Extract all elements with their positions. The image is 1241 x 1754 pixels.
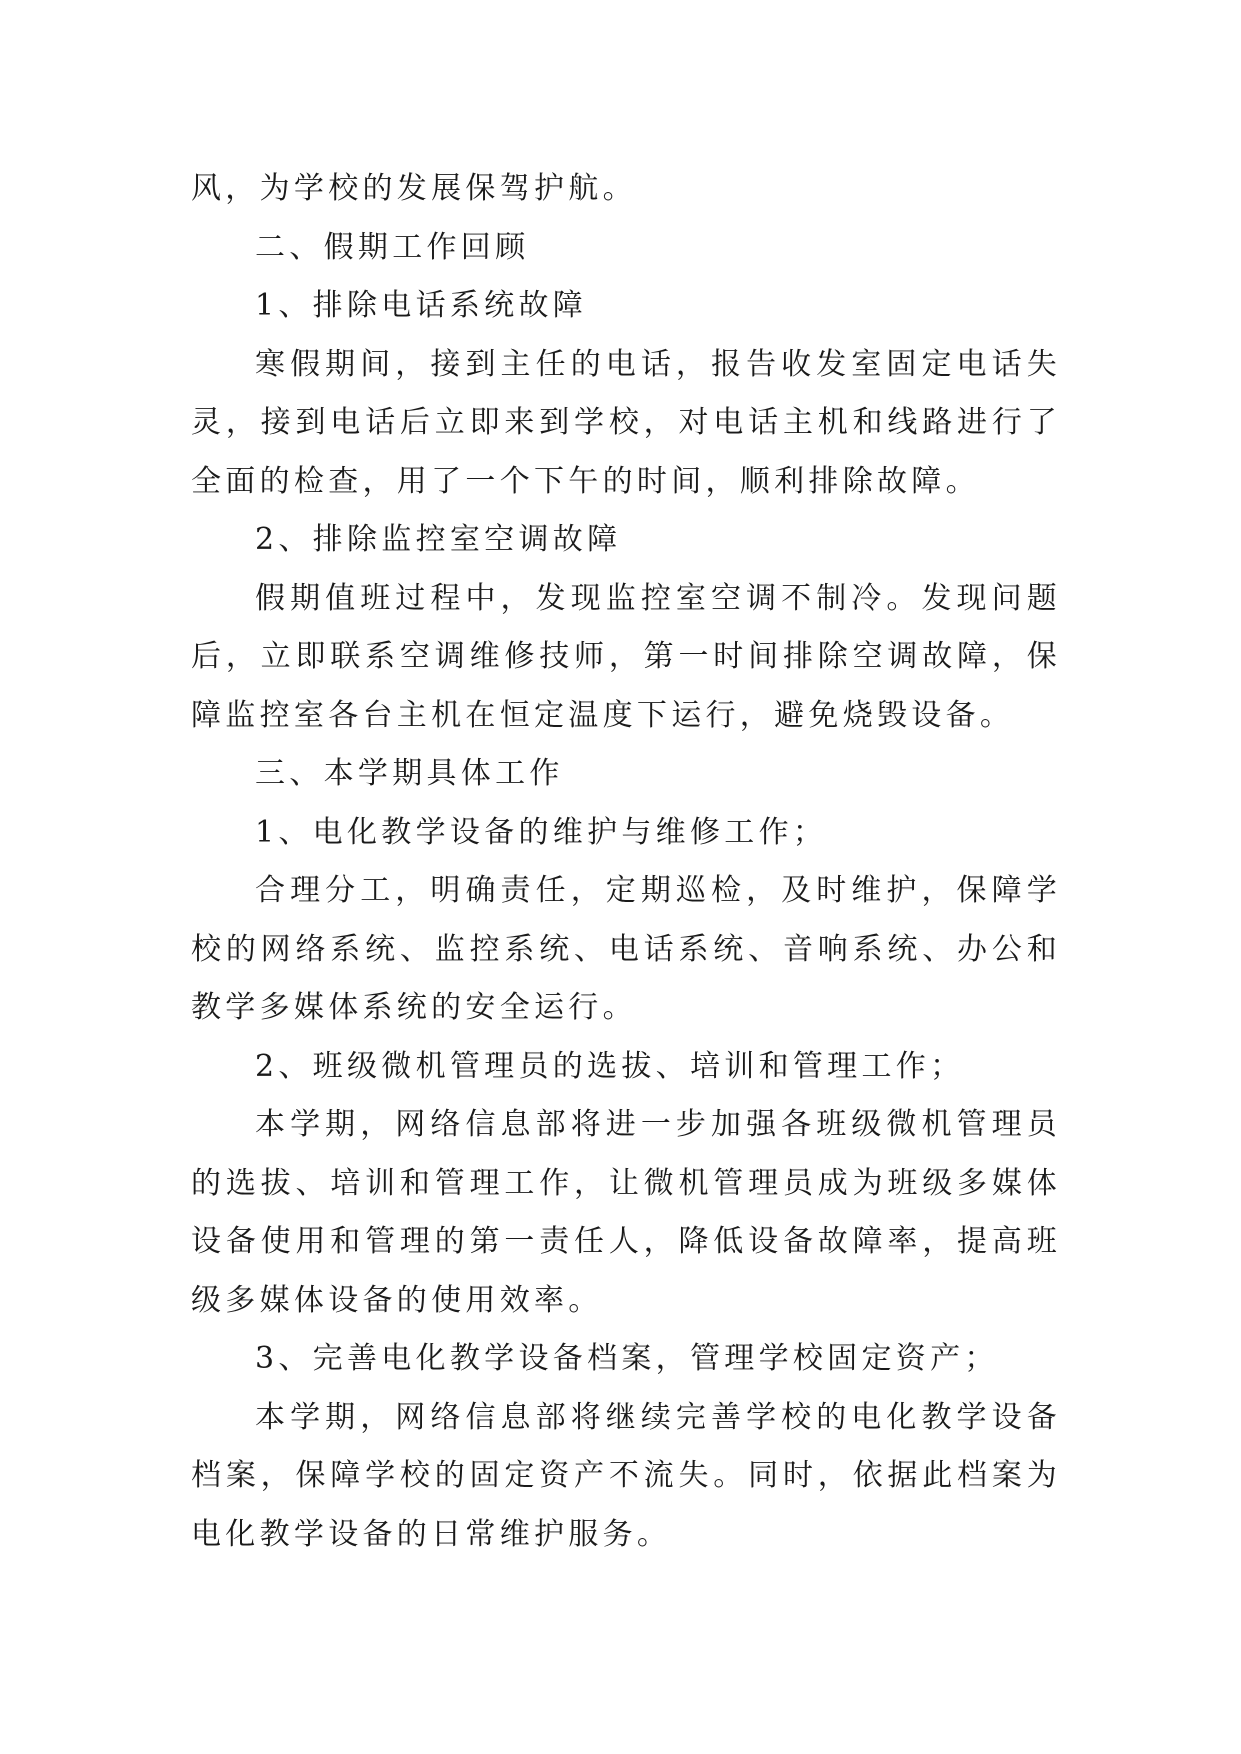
subsection-heading: 2、班级微机管理员的选拔、培训和管理工作；: [255, 1048, 965, 1084]
document-body: [191, 160, 1061, 1564]
section-heading: 三、本学期具体工作: [255, 756, 564, 791]
paragraph: 假期值班过程中，发现监控室空调不制冷。发现问题后，立即联系空调维修技师，第一时间排除空调故障，保障监控室各台主机在恒定温度下运行，避免烧毁设备。: [191, 580, 1061, 733]
subsection-heading: 1、电化教学设备的维护与维修工作；: [255, 814, 828, 850]
paragraph: 本学期，网络信息部将进一步加强各班级微机管理员的选拔、培训和管理工作，让微机管理员成为班级多媒体设备使用和管理的第一责任人，降低设备故障率，提高班级多媒体设备的使用效率。: [191, 1107, 1061, 1318]
subsection-heading: 1、排除电话系统故障: [255, 288, 588, 323]
paragraph: 合理分工，明确责任，定期巡检，及时维护，保障学校的网络系统、监控系统、电话系统、音响系统、办公和教学多媒体系统的安全运行。: [191, 873, 1061, 1025]
section-heading: 二、假期工作回顾: [255, 229, 530, 265]
subsection-heading: 2、排除监控室空调故障: [255, 522, 622, 557]
paragraph: 寒假期间，接到主任的电话，报告收发室固定电话失灵，接到电话后立即来到学校，对电话主机和线路进行了全面的检查，用了一个下午的时间，顺利排除故障。: [191, 346, 1061, 499]
subsection-heading: 3、完善电化教学设备档案，管理学校固定资产；: [255, 1341, 999, 1376]
paragraph: 本学期，网络信息部将继续完善学校的电化教学设备档案，保障学校的固定资产不流失。同时，依据此档案为电化教学设备的日常维护服务。: [191, 1399, 1061, 1552]
paragraph: 风，为学校的发展保驾护航。: [191, 171, 637, 206]
